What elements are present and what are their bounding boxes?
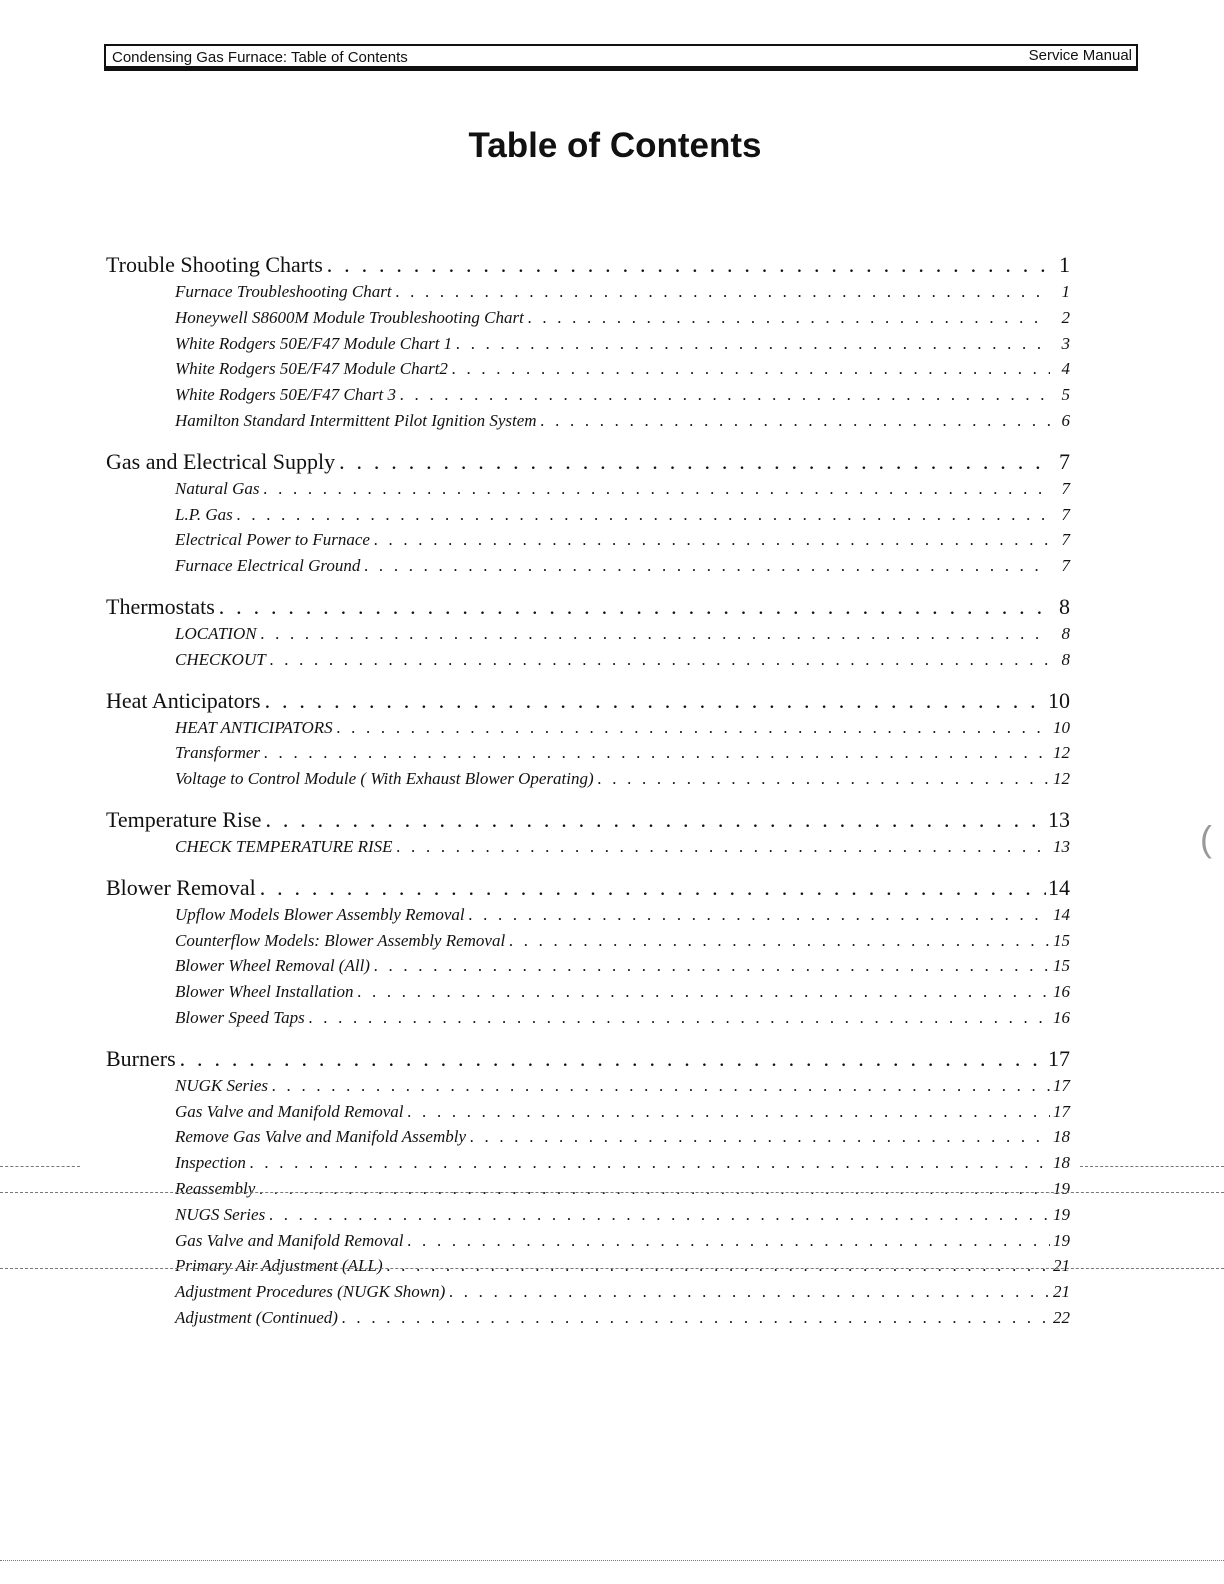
dot-leader	[269, 1205, 1050, 1225]
dot-leader	[327, 252, 1050, 278]
toc-entry[interactable]	[106, 837, 1070, 863]
entry-page: 12	[1053, 769, 1070, 789]
entry-page: 15	[1053, 930, 1070, 950]
entry-title: CHECKOUT	[175, 649, 266, 669]
entry-title: Blower Speed Taps	[175, 1007, 305, 1027]
entry-title: Electrical Power to Furnace	[175, 530, 370, 550]
header-rule	[104, 66, 1138, 71]
toc-entry[interactable]	[106, 334, 1070, 360]
toc-entry[interactable]	[106, 1076, 1070, 1102]
toc-entry[interactable]	[106, 1008, 1070, 1034]
dot-leader	[449, 1282, 1050, 1302]
entry-page: 12	[1053, 743, 1070, 763]
table-of-contents	[106, 252, 1070, 1346]
dot-leader	[528, 308, 1050, 328]
toc-entry[interactable]	[106, 1127, 1070, 1153]
toc-section	[106, 875, 1070, 1034]
entry-title: Voltage to Control Module ( With Exhaust Blower Operating)	[175, 769, 594, 789]
entry-title: Honeywell S8600M Module Troubleshooting Chart	[175, 307, 524, 327]
toc-entry[interactable]	[106, 718, 1070, 744]
entry-page: 7	[1061, 556, 1070, 576]
dot-leader	[509, 931, 1050, 951]
section-page: 17	[1048, 1045, 1070, 1071]
entry-title: Upflow Models Blower Assembly Removal	[175, 904, 465, 924]
toc-entry[interactable]	[106, 1308, 1070, 1334]
entry-title: Adjustment (Continued)	[175, 1307, 338, 1327]
dot-leader	[180, 1046, 1046, 1072]
dot-leader	[259, 1179, 1050, 1199]
running-header	[104, 44, 1138, 66]
entry-page: 4	[1061, 359, 1070, 379]
toc-section-heading[interactable]	[106, 252, 1070, 282]
scan-artifact-line	[1080, 1166, 1224, 1167]
scan-artifact-line	[0, 1166, 80, 1167]
entry-page: 10	[1053, 717, 1070, 737]
entry-title: Reassembly	[175, 1178, 256, 1198]
toc-entry[interactable]	[106, 530, 1070, 556]
entry-page: 18	[1053, 1153, 1070, 1173]
entry-page: 19	[1053, 1204, 1070, 1224]
toc-entry[interactable]	[106, 556, 1070, 582]
entry-page: 7	[1061, 478, 1070, 498]
toc-entry[interactable]	[106, 956, 1070, 982]
toc-section	[106, 807, 1070, 863]
entry-title: Remove Gas Valve and Manifold Assembly	[175, 1127, 466, 1147]
entry-page: 18	[1053, 1127, 1070, 1147]
dot-leader	[364, 556, 1050, 576]
entry-page: 19	[1053, 1230, 1070, 1250]
entry-page: 3	[1061, 333, 1070, 353]
toc-section-heading[interactable]	[106, 688, 1070, 718]
toc-entry[interactable]	[106, 1205, 1070, 1231]
section-page: 14	[1048, 874, 1070, 900]
dot-leader	[265, 807, 1046, 833]
section-page: 1	[1059, 252, 1070, 277]
entry-page: 8	[1061, 623, 1070, 643]
dot-leader	[541, 411, 1050, 431]
section-title: Temperature Rise	[106, 806, 262, 832]
entry-page: 14	[1053, 904, 1070, 924]
entry-title: L.P. Gas	[175, 504, 233, 524]
scan-artifact-line	[0, 1268, 1224, 1269]
entry-title: Gas Valve and Manifold Removal	[175, 1101, 404, 1121]
section-page: 8	[1059, 593, 1070, 619]
entry-title: Transformer	[175, 743, 261, 763]
entry-page: 6	[1061, 410, 1070, 430]
dot-leader	[264, 743, 1050, 763]
toc-entry[interactable]	[106, 1102, 1070, 1128]
dot-leader	[265, 688, 1046, 714]
dot-leader	[309, 1008, 1050, 1028]
entry-page: 19	[1053, 1178, 1070, 1198]
entry-title: Hamilton Standard Intermittent Pilot Ignition System	[175, 410, 537, 430]
section-page: 7	[1059, 448, 1070, 474]
entry-title: CHECK TEMPERATURE RISE	[175, 836, 393, 856]
toc-entry[interactable]	[106, 1282, 1070, 1308]
dot-leader	[374, 956, 1050, 976]
toc-entry[interactable]	[106, 1231, 1070, 1257]
entry-title: NUGS Series	[175, 1204, 266, 1224]
section-title: Burners	[106, 1045, 176, 1071]
dot-leader	[387, 1256, 1050, 1276]
entry-page: 15	[1053, 956, 1070, 976]
toc-entry[interactable]	[106, 308, 1070, 334]
toc-entry[interactable]	[106, 624, 1070, 650]
scan-artifact-mark: (	[1200, 818, 1212, 859]
entry-title: White Rodgers 50E/F47 Module Chart 1	[175, 333, 453, 353]
entry-title: HEAT ANTICIPATORS	[175, 717, 333, 737]
dot-leader	[261, 624, 1050, 644]
toc-section	[106, 252, 1070, 437]
entry-title: Blower Wheel Removal (All)	[175, 956, 370, 976]
section-title: Trouble Shooting Charts	[106, 252, 323, 277]
dot-leader	[408, 1231, 1050, 1251]
entry-title: Blower Wheel Installation	[175, 982, 354, 1002]
dot-leader	[400, 385, 1050, 405]
dot-leader	[397, 837, 1050, 857]
entry-page: 5	[1061, 385, 1070, 405]
entry-page: 21	[1053, 1256, 1070, 1276]
dot-leader	[272, 1076, 1050, 1096]
entry-page: 16	[1053, 982, 1070, 1002]
dot-leader	[469, 905, 1050, 925]
dot-leader	[408, 1102, 1050, 1122]
entry-title: Natural Gas	[175, 478, 260, 498]
entry-title: Adjustment Procedures (NUGK Shown)	[175, 1282, 446, 1302]
dot-leader	[250, 1153, 1050, 1173]
entry-page: 8	[1061, 649, 1070, 669]
section-page: 10	[1048, 687, 1070, 713]
entry-title: Counterflow Models: Blower Assembly Removal	[175, 930, 506, 950]
dot-leader	[339, 449, 1050, 475]
dot-leader	[270, 650, 1050, 670]
entry-title: NUGK Series	[175, 1075, 269, 1095]
entry-page: 13	[1053, 836, 1070, 856]
toc-section-heading[interactable]	[106, 449, 1070, 479]
dot-leader	[237, 505, 1050, 525]
dot-leader	[342, 1308, 1050, 1328]
dot-leader	[396, 282, 1050, 302]
toc-section-heading[interactable]	[106, 1046, 1070, 1076]
dot-leader	[337, 718, 1050, 738]
dot-leader	[357, 982, 1050, 1002]
section-title: Gas and Electrical Supply	[106, 448, 336, 474]
toc-section	[106, 688, 1070, 795]
dot-leader	[374, 530, 1050, 550]
section-page: 13	[1048, 806, 1070, 832]
toc-entry[interactable]	[106, 650, 1070, 676]
header-document-title: Condensing Gas Furnace: Table of Contents	[112, 49, 408, 66]
entry-page: 17	[1053, 1075, 1070, 1095]
entry-title: Furnace Troubleshooting Chart	[175, 282, 392, 301]
toc-entry[interactable]	[106, 1256, 1070, 1282]
toc-entry[interactable]	[106, 359, 1070, 385]
dot-leader	[264, 479, 1050, 499]
entry-page: 7	[1061, 504, 1070, 524]
toc-section	[106, 449, 1070, 582]
toc-entry[interactable]	[106, 505, 1070, 531]
dot-leader	[470, 1127, 1050, 1147]
entry-page: 16	[1053, 1007, 1070, 1027]
section-title: Thermostats	[106, 593, 215, 619]
entry-page: 2	[1061, 307, 1070, 327]
entry-title: Gas Valve and Manifold Removal	[175, 1230, 404, 1250]
entry-page: 1	[1061, 282, 1070, 301]
toc-entry[interactable]	[106, 479, 1070, 505]
entry-page: 17	[1053, 1101, 1070, 1121]
toc-entry[interactable]	[106, 385, 1070, 411]
scan-artifact-line	[0, 1560, 1224, 1561]
section-title: Blower Removal	[106, 874, 256, 900]
entry-page: 7	[1061, 530, 1070, 550]
toc-section-heading[interactable]	[106, 594, 1070, 624]
page-title: Table of Contents	[468, 126, 762, 165]
entry-title: Inspection	[175, 1153, 246, 1173]
toc-entry[interactable]	[106, 931, 1070, 957]
entry-title: White Rodgers 50E/F47 Chart 3	[175, 385, 396, 405]
dot-leader	[260, 875, 1046, 901]
dot-leader	[598, 769, 1050, 789]
toc-entry[interactable]	[106, 1153, 1070, 1179]
toc-entry[interactable]	[106, 743, 1070, 769]
scan-artifact-line	[0, 1192, 1224, 1193]
header-manual-label: Service Manual	[1028, 47, 1132, 64]
entry-title: LOCATION	[175, 623, 257, 643]
entry-page: 21	[1053, 1282, 1070, 1302]
dot-leader	[452, 359, 1050, 379]
toc-entry[interactable]	[106, 982, 1070, 1008]
toc-entry[interactable]	[106, 769, 1070, 795]
section-title: Heat Anticipators	[106, 687, 261, 713]
entry-title: Primary Air Adjustment (ALL)	[175, 1256, 383, 1276]
entry-title: Furnace Electrical Ground	[175, 556, 361, 576]
dot-leader	[456, 334, 1050, 354]
toc-section	[106, 1046, 1070, 1334]
entry-title: White Rodgers 50E/F47 Module Chart2	[175, 359, 448, 379]
toc-entry[interactable]	[106, 282, 1070, 308]
toc-section	[106, 594, 1070, 676]
toc-section-heading[interactable]	[106, 807, 1070, 837]
dot-leader	[219, 594, 1050, 620]
toc-entry[interactable]	[106, 411, 1070, 437]
toc-section-heading[interactable]	[106, 875, 1070, 905]
toc-entry[interactable]	[106, 905, 1070, 931]
entry-page: 22	[1053, 1307, 1070, 1327]
